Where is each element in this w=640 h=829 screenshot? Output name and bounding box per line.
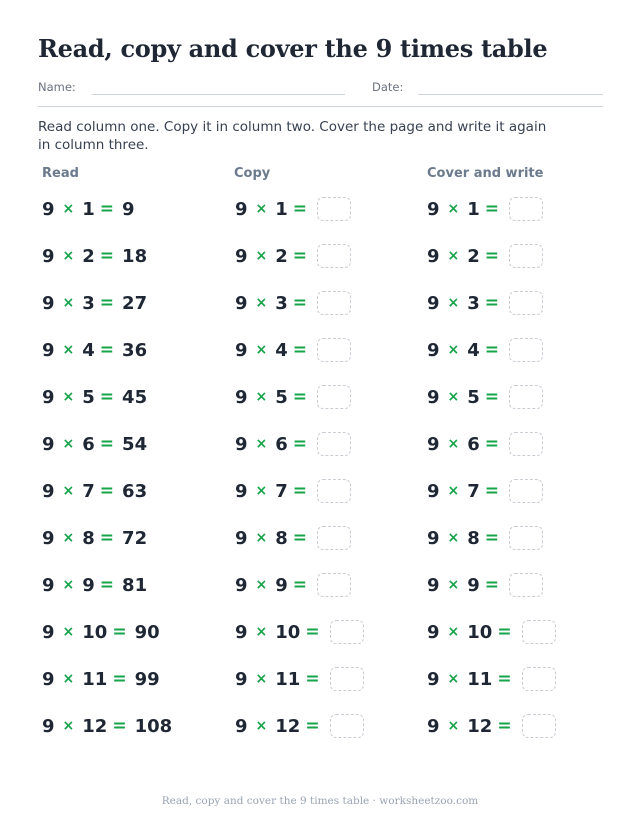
multiplicand: 9 (235, 668, 248, 690)
fact-row-copy (235, 385, 351, 409)
answer-box[interactable] (317, 573, 351, 597)
answer-box[interactable] (509, 338, 543, 362)
answer: 81 (122, 574, 148, 596)
equals-sign: = (292, 575, 308, 595)
answer: 27 (122, 292, 148, 314)
equals-sign: = (99, 246, 115, 266)
answer-box[interactable] (317, 291, 351, 315)
fact-row-read (42, 714, 172, 738)
times-sign: × (62, 389, 75, 405)
multiplier: 9 (467, 574, 480, 596)
multiplier: 4 (275, 339, 288, 361)
times-sign: × (62, 201, 75, 217)
answer-box[interactable] (317, 385, 351, 409)
equals-sign: = (292, 528, 308, 548)
multiplicand: 9 (427, 574, 440, 596)
fact-row-copy (235, 432, 351, 456)
answer: 108 (134, 715, 173, 737)
multiplier: 12 (82, 715, 108, 737)
times-sign: × (447, 389, 460, 405)
multiplier: 11 (467, 668, 493, 690)
equals-sign: = (305, 622, 320, 642)
multiplicand: 9 (427, 433, 440, 455)
times-sign: × (62, 248, 75, 264)
answer-box[interactable] (522, 620, 556, 644)
times-sign: × (447, 201, 460, 217)
multiplier: 1 (275, 198, 288, 220)
equals-sign: = (292, 293, 308, 313)
fact-row-read (42, 620, 160, 644)
multiplier: 7 (82, 480, 95, 502)
answer-box[interactable] (317, 432, 351, 456)
answer: 9 (122, 198, 135, 220)
answer-box[interactable] (509, 526, 543, 550)
equals-sign: = (99, 528, 115, 548)
multiplier: 12 (467, 715, 493, 737)
times-sign: × (255, 530, 268, 546)
equals-sign: = (484, 340, 500, 360)
times-sign: × (255, 624, 268, 640)
fact-row-copy (235, 479, 351, 503)
fact-row-copy (235, 714, 364, 738)
equals-sign: = (292, 340, 308, 360)
multiplier: 7 (275, 480, 288, 502)
fact-row-copy (235, 338, 351, 362)
multiplier: 11 (275, 668, 301, 690)
multiplier: 8 (467, 527, 480, 549)
multiplier: 5 (275, 386, 288, 408)
multiplier: 2 (82, 245, 95, 267)
answer-box[interactable] (317, 526, 351, 550)
times-sign: × (447, 624, 460, 640)
multiplicand: 9 (42, 386, 55, 408)
multiplicand: 9 (427, 245, 440, 267)
multiplicand: 9 (42, 198, 55, 220)
multiplicand: 9 (427, 621, 440, 643)
multiplier: 2 (467, 245, 480, 267)
equals-sign: = (484, 387, 500, 407)
times-sign: × (62, 671, 75, 687)
fact-row-read (42, 244, 147, 268)
multiplicand: 9 (235, 715, 248, 737)
multiplicand: 9 (235, 198, 248, 220)
fact-row-read (42, 197, 135, 221)
fact-row-cover (427, 526, 543, 550)
fact-row-read (42, 385, 147, 409)
date-label: Date: (372, 80, 404, 94)
multiplicand: 9 (427, 480, 440, 502)
equals-sign: = (497, 716, 512, 736)
fact-row-copy (235, 620, 364, 644)
answer-box[interactable] (509, 197, 543, 221)
fact-row-read (42, 291, 147, 315)
multiplicand: 9 (42, 715, 55, 737)
equals-sign: = (112, 622, 127, 642)
multiplicand: 9 (235, 339, 248, 361)
times-sign: × (447, 671, 460, 687)
multiplier: 3 (467, 292, 480, 314)
fact-row-cover (427, 573, 543, 597)
equals-sign: = (484, 434, 500, 454)
answer-box[interactable] (509, 291, 543, 315)
multiplicand: 9 (427, 292, 440, 314)
multiplier: 6 (275, 433, 288, 455)
equals-sign: = (99, 575, 115, 595)
multiplier: 3 (82, 292, 95, 314)
times-sign: × (62, 577, 75, 593)
times-sign: × (62, 436, 75, 452)
fact-row-cover (427, 432, 543, 456)
multiplicand: 9 (42, 621, 55, 643)
date-field[interactable] (418, 94, 603, 95)
answer-box[interactable] (330, 620, 364, 644)
multiplier: 8 (82, 527, 95, 549)
times-sign: × (447, 436, 460, 452)
answer-box[interactable] (317, 479, 351, 503)
multiplicand: 9 (42, 668, 55, 690)
answer: 63 (122, 480, 148, 502)
answer: 54 (122, 433, 148, 455)
answer-box[interactable] (522, 714, 556, 738)
equals-sign: = (484, 293, 500, 313)
answer: 45 (122, 386, 148, 408)
equals-sign: = (484, 481, 500, 501)
multiplicand: 9 (427, 668, 440, 690)
answer-box[interactable] (330, 667, 364, 691)
equals-sign: = (305, 669, 320, 689)
times-sign: × (255, 577, 268, 593)
equals-sign: = (99, 387, 115, 407)
answer: 18 (122, 245, 148, 267)
name-label: Name: (38, 80, 76, 94)
fact-row-cover (427, 244, 543, 268)
answer-box[interactable] (522, 667, 556, 691)
column-header-read: Read (42, 166, 79, 181)
multiplier: 6 (82, 433, 95, 455)
multiplier: 1 (82, 198, 95, 220)
multiplier: 9 (275, 574, 288, 596)
multiplier: 8 (275, 527, 288, 549)
equals-sign: = (484, 575, 500, 595)
fact-row-cover (427, 620, 556, 644)
fact-row-copy (235, 526, 351, 550)
multiplicand: 9 (235, 386, 248, 408)
equals-sign: = (305, 716, 320, 736)
answer-box[interactable] (509, 573, 543, 597)
multiplicand: 9 (42, 292, 55, 314)
fact-row-copy (235, 667, 364, 691)
times-sign: × (447, 718, 460, 734)
equals-sign: = (292, 199, 308, 219)
fact-row-cover (427, 385, 543, 409)
times-sign: × (255, 436, 268, 452)
answer: 90 (134, 621, 160, 643)
answer-box[interactable] (317, 338, 351, 362)
multiplier: 3 (275, 292, 288, 314)
times-sign: × (62, 530, 75, 546)
times-sign: × (255, 671, 268, 687)
equals-sign: = (99, 481, 115, 501)
answer-box[interactable] (330, 714, 364, 738)
multiplicand: 9 (42, 245, 55, 267)
times-sign: × (255, 718, 268, 734)
header-divider (38, 106, 603, 107)
fact-row-cover (427, 714, 556, 738)
answer-box[interactable] (509, 432, 543, 456)
multiplier: 7 (467, 480, 480, 502)
times-sign: × (62, 718, 75, 734)
times-sign: × (447, 483, 460, 499)
multiplicand: 9 (235, 480, 248, 502)
times-sign: × (447, 295, 460, 311)
multiplier: 10 (467, 621, 493, 643)
multiplicand: 9 (427, 339, 440, 361)
equals-sign: = (484, 199, 500, 219)
times-sign: × (255, 201, 268, 217)
fact-row-read (42, 338, 147, 362)
multiplicand: 9 (235, 621, 248, 643)
fact-row-read (42, 432, 147, 456)
equals-sign: = (112, 669, 127, 689)
multiplier: 12 (275, 715, 301, 737)
multiplier: 1 (467, 198, 480, 220)
multiplier: 5 (467, 386, 480, 408)
times-sign: × (62, 295, 75, 311)
multiplicand: 9 (235, 292, 248, 314)
multiplicand: 9 (235, 245, 248, 267)
fact-row-copy (235, 573, 351, 597)
instructions: Read column one. Copy it in column two. Cover the page and write it again in column three. (38, 119, 547, 153)
answer-box[interactable] (509, 385, 543, 409)
fact-row-cover (427, 197, 543, 221)
answer: 36 (122, 339, 148, 361)
times-sign: × (447, 342, 460, 358)
equals-sign: = (292, 434, 308, 454)
times-sign: × (447, 530, 460, 546)
times-sign: × (62, 483, 75, 499)
multiplicand: 9 (427, 527, 440, 549)
fact-row-cover (427, 338, 543, 362)
fact-row-read (42, 667, 160, 691)
answer-box[interactable] (509, 244, 543, 268)
answer-box[interactable] (317, 244, 351, 268)
times-sign: × (255, 389, 268, 405)
multiplicand: 9 (42, 339, 55, 361)
multiplier: 5 (82, 386, 95, 408)
times-sign: × (447, 577, 460, 593)
multiplier: 10 (82, 621, 108, 643)
multiplier: 2 (275, 245, 288, 267)
equals-sign: = (292, 387, 308, 407)
fact-row-cover (427, 479, 543, 503)
multiplier: 11 (82, 668, 108, 690)
times-sign: × (447, 248, 460, 264)
times-sign: × (255, 295, 268, 311)
fact-row-copy (235, 244, 351, 268)
equals-sign: = (497, 622, 512, 642)
equals-sign: = (99, 434, 115, 454)
name-field[interactable] (92, 94, 345, 95)
fact-row-read (42, 573, 147, 597)
multiplicand: 9 (42, 527, 55, 549)
equals-sign: = (484, 528, 500, 548)
fact-row-copy (235, 197, 351, 221)
multiplicand: 9 (427, 386, 440, 408)
multiplicand: 9 (235, 574, 248, 596)
multiplier: 4 (82, 339, 95, 361)
multiplicand: 9 (42, 433, 55, 455)
fact-row-read (42, 479, 147, 503)
multiplier: 9 (82, 574, 95, 596)
fact-row-read (42, 526, 147, 550)
multiplicand: 9 (427, 198, 440, 220)
multiplicand: 9 (235, 433, 248, 455)
footer: Read, copy and cover the 9 times table · worksheetzoo.com (161, 795, 479, 807)
equals-sign: = (112, 716, 127, 736)
fact-row-cover (427, 291, 543, 315)
equals-sign: = (292, 481, 308, 501)
times-sign: × (62, 624, 75, 640)
multiplier: 10 (275, 621, 301, 643)
column-header-copy: Copy (234, 166, 271, 181)
multiplicand: 9 (42, 480, 55, 502)
fact-row-cover (427, 667, 556, 691)
answer-box[interactable] (317, 197, 351, 221)
multiplicand: 9 (42, 574, 55, 596)
equals-sign: = (99, 199, 115, 219)
equals-sign: = (99, 293, 115, 313)
equals-sign: = (292, 246, 308, 266)
answer-box[interactable] (509, 479, 543, 503)
equals-sign: = (497, 669, 512, 689)
answer: 99 (134, 668, 160, 690)
equals-sign: = (99, 340, 115, 360)
multiplier: 4 (467, 339, 480, 361)
page-title: Read, copy and cover the 9 times table (38, 34, 548, 63)
multiplicand: 9 (427, 715, 440, 737)
times-sign: × (255, 248, 268, 264)
fact-row-copy (235, 291, 351, 315)
answer: 72 (122, 527, 148, 549)
multiplier: 6 (467, 433, 480, 455)
equals-sign: = (484, 246, 500, 266)
times-sign: × (62, 342, 75, 358)
times-sign: × (255, 342, 268, 358)
times-sign: × (255, 483, 268, 499)
column-header-cover: Cover and write (427, 166, 544, 181)
multiplicand: 9 (235, 527, 248, 549)
